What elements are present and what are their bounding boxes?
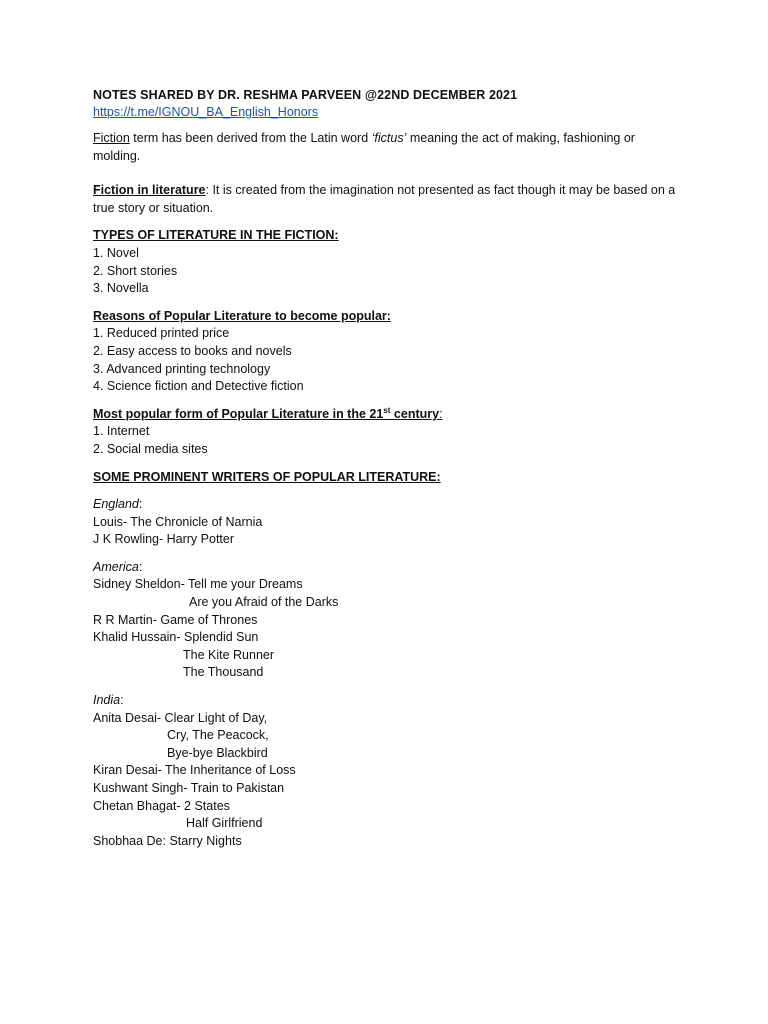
spacer bbox=[93, 682, 683, 692]
modern-heading-sup: st bbox=[383, 405, 391, 415]
writer-line: Are you Afraid of the Darks bbox=[189, 595, 339, 610]
reasons-heading: Reasons of Popular Literature to become popular: bbox=[93, 308, 391, 323]
writer-line: The Kite Runner bbox=[183, 647, 275, 662]
list-item: 3. Advanced printing technology bbox=[93, 361, 271, 376]
america-label-text: America bbox=[93, 559, 139, 574]
telegram-link[interactable]: https://t.me/IGNOU_BA_English_Honors bbox=[93, 105, 319, 119]
writer-line: R R Martin- Game of Thrones bbox=[93, 612, 258, 627]
spacer bbox=[93, 459, 683, 469]
intro-paragraph bbox=[93, 130, 683, 165]
writer-line: Half Girlfriend bbox=[186, 816, 263, 831]
writer-line: Shobhaa De: Starry Nights bbox=[93, 833, 242, 848]
india-label bbox=[93, 692, 683, 710]
spacer bbox=[93, 549, 683, 559]
definition-heading: Fiction in literature bbox=[93, 183, 206, 198]
writer-line: Cry, The Peacock, bbox=[167, 728, 269, 743]
england-label bbox=[93, 496, 683, 514]
america-colon: : bbox=[138, 559, 143, 574]
modern-heading-text bbox=[93, 407, 439, 421]
writer-line: The Thousand bbox=[183, 665, 264, 680]
intro-text-before: term has been derived from the Latin word bbox=[129, 131, 372, 145]
list-item: 4. Science fiction and Detective fiction bbox=[93, 379, 304, 394]
writer-line: Bye-bye Blackbird bbox=[167, 745, 268, 760]
spacer bbox=[93, 217, 683, 227]
list-item: 1. Novel bbox=[93, 245, 139, 260]
india-colon: : bbox=[120, 693, 124, 708]
writer-line: Kiran Desai- The Inheritance of Loss bbox=[93, 763, 296, 778]
fiction-term: Fiction bbox=[93, 131, 130, 145]
writer-line: Anita Desai- Clear Light of Day, bbox=[93, 710, 268, 725]
modern-heading-main: Most popular form of Popular Literature in the 21 bbox=[93, 406, 384, 421]
modern-heading-tail: century bbox=[390, 406, 440, 421]
list-item: 2. Short stories bbox=[93, 263, 178, 278]
types-heading: TYPES OF LITERATURE IN THE FICTION: bbox=[93, 228, 339, 243]
list-item: 2. Social media sites bbox=[93, 441, 208, 456]
spacer bbox=[93, 121, 683, 130]
spacer bbox=[93, 165, 683, 182]
writer-line: J K Rowling- Harry Potter bbox=[93, 532, 235, 547]
notes-page bbox=[93, 87, 683, 850]
list-item: 1. Reduced printed price bbox=[93, 326, 230, 341]
list-item: 1. Internet bbox=[93, 424, 150, 439]
india-label-text: India bbox=[93, 693, 121, 708]
list-item: 2. Easy access to books and novels bbox=[93, 343, 292, 358]
list-item: 3. Novella bbox=[93, 281, 149, 296]
spacer bbox=[93, 396, 683, 406]
definition-paragraph bbox=[93, 182, 683, 217]
writer-line: Chetan Bhagat- 2 States bbox=[93, 798, 230, 813]
writer-line: Louis- The Chronicle of Narnia bbox=[93, 514, 263, 529]
definition-text: : It is created from the imagination not presented as fact though it may be based on a true story or situation. bbox=[93, 183, 676, 215]
writers-heading: SOME PROMINENT WRITERS OF POPULAR LITERATURE: bbox=[93, 469, 441, 484]
writer-line: Kushwant Singh- Train to Pakistan bbox=[93, 781, 285, 795]
england-label-text: England bbox=[93, 497, 139, 512]
spacer bbox=[93, 298, 683, 308]
england-colon: : bbox=[138, 497, 143, 512]
america-label bbox=[93, 559, 683, 577]
writer-line: Khalid Hussain- Splendid Sun bbox=[93, 630, 259, 645]
spacer bbox=[93, 486, 683, 496]
modern-heading-colon: : bbox=[439, 406, 443, 421]
latin-word: ‘fictus’ bbox=[371, 131, 407, 145]
document-title: NOTES SHARED BY DR. RESHMA PARVEEN @22ND DECEMBER 2021 bbox=[93, 88, 518, 102]
intro-text-after: meaning the act of making, fashioning or molding. bbox=[93, 131, 635, 163]
writer-line: Sidney Sheldon- Tell me your Dreams bbox=[93, 577, 303, 592]
modern-heading bbox=[93, 406, 683, 424]
